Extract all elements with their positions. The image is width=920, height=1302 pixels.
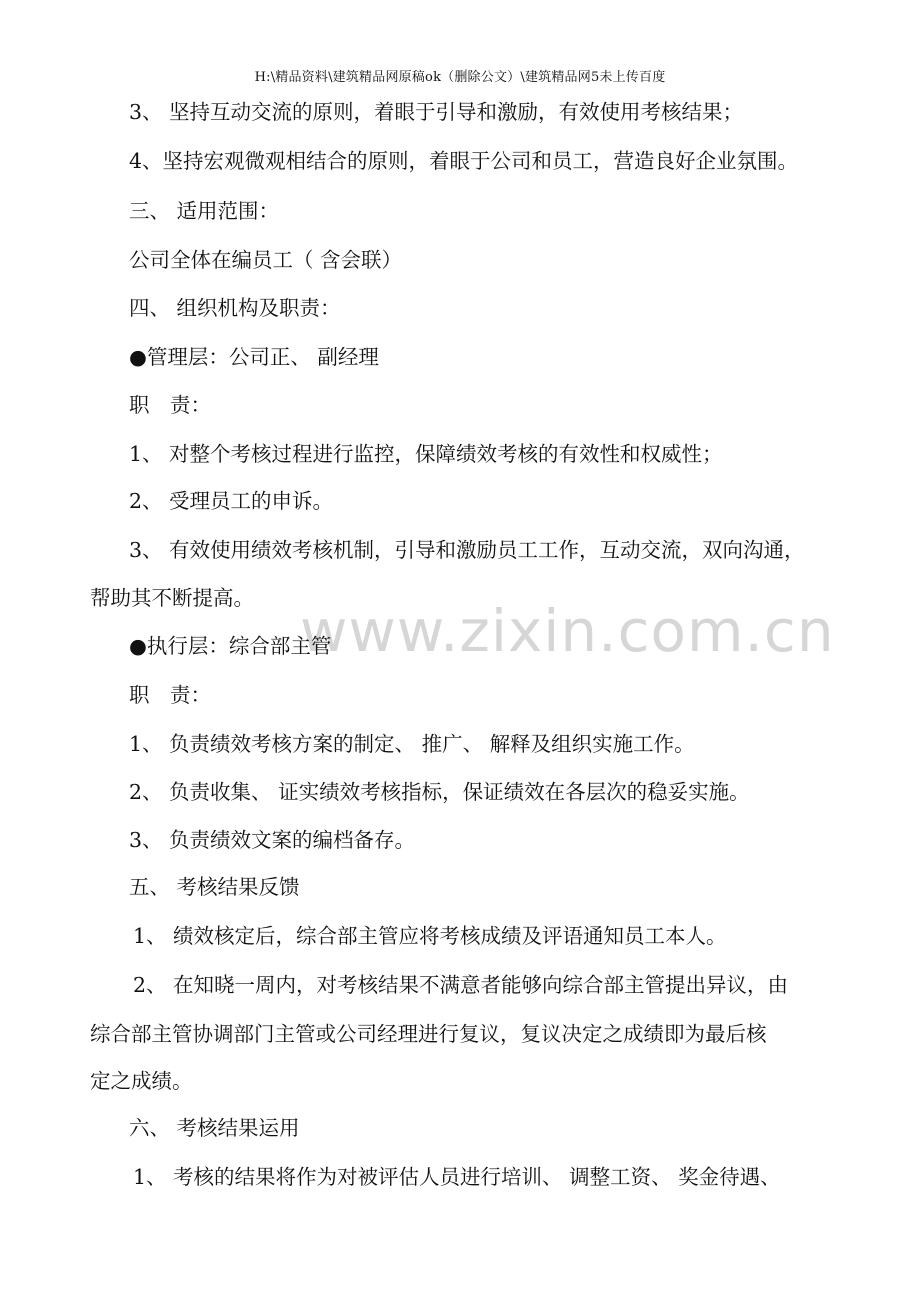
management-layer: ●管理层：公司正、 副经理 (129, 345, 379, 369)
mgmt-duty-3-cont: 帮助其不断提高。 (90, 586, 254, 610)
mgmt-duty-2: 2、 受理员工的申诉。 (129, 489, 334, 513)
usage-1: 1、 考核的结果将作为对被评估人员进行培训、 调整工资、 奖金待遇、 (133, 1165, 781, 1189)
principle-4: 4、坚持宏观微观相结合的原则，着眼于公司和员工，营造良好企业氛围。 (129, 149, 799, 173)
section-6-heading: 六、 考核结果运用 (129, 1116, 300, 1140)
mgmt-duty-1: 1、 对整个考核过程进行监控，保障绩效考核的有效性和权威性； (129, 442, 723, 466)
watermark: www.zixin.com.cn (300, 597, 835, 665)
file-path-header: H:\精品资料\建筑精品网原稿ok（删除公文）\建筑精品网5未上传百度 (254, 70, 666, 85)
section-5-heading: 五、 考核结果反馈 (129, 875, 300, 899)
execution-layer: ●执行层：综合部主管 (129, 634, 332, 658)
scope-text: 公司全体在编员工（ 含会联） (129, 248, 403, 272)
feedback-2-cont-1: 综合部主管协调部门主管或公司经理进行复议，复议决定之成绩即为最后核 (90, 1022, 767, 1046)
duties-label-2: 职 责： (129, 683, 211, 707)
feedback-2: 2、 在知晓一周内，对考核结果不满意者能够向综合部主管提出异议，由 (133, 973, 789, 997)
exec-duty-3: 3、 负责绩效文案的编档备存。 (129, 828, 416, 852)
principle-3: 3、 坚持互动交流的原则，着眼于引导和激励，有效使用考核结果； (129, 100, 744, 124)
feedback-2-cont-2: 定之成绩。 (90, 1069, 193, 1093)
duties-label: 职 责： (129, 393, 211, 417)
section-3-heading: 三、 适用范围： (129, 199, 280, 223)
exec-duty-1: 1、 负责绩效考核方案的制定、 推广、 解释及组织实施工作。 (129, 732, 695, 756)
mgmt-duty-3: 3、 有效使用绩效考核机制，引导和激励员工工作，互动交流，双向沟通， (129, 538, 805, 562)
exec-duty-2: 2、 负责收集、 证实绩效考核指标，保证绩效在各层次的稳妥实施。 (129, 780, 750, 804)
feedback-1: 1、 绩效核定后，综合部主管应将考核成绩及评语通知员工本人。 (133, 924, 727, 948)
section-4-heading: 四、 组织机构及职责： (129, 296, 341, 320)
